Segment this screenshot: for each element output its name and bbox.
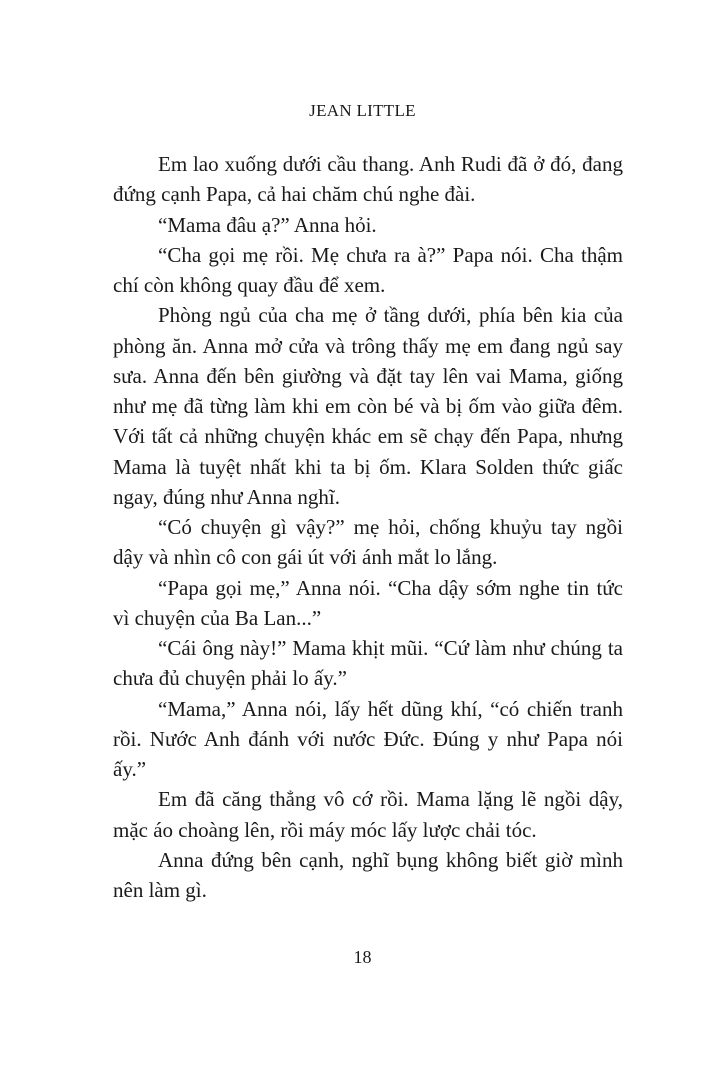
paragraph: “Papa gọi mẹ,” Anna nói. “Cha dậy sớm nghe tin tức vì chuyện của Ba Lan...” xyxy=(113,575,623,630)
paragraph: Phòng ngủ của cha mẹ ở tầng dưới, phía bên kia của phòng ăn. Anna mở cửa và trông thấy mẹ em đang ngủ say sưa. Anna đến bên giường và đặt tay lên vai Mama, giống như mẹ đã từng làm khi em còn bé và bị ốm vào giữa đêm. Với tất cả những chuyện khác em sẽ chạy đến Papa, nhưng Mama là tuyệt nhất khi ta bị ốm. Klara Solden thức giấc ngay, đúng như Anna nghĩ. xyxy=(113,303,623,509)
paragraph: “Có chuyện gì vậy?” mẹ hỏi, chống khuỷu tay ngồi dậy và nhìn cô con gái út với ánh mắt lo lắng. xyxy=(113,515,623,570)
page-number: 18 xyxy=(353,947,372,967)
paragraph: Anna đứng bên cạnh, nghĩ bụng không biết giờ mình nên làm gì. xyxy=(113,847,623,902)
paragraph: “Cha gọi mẹ rồi. Mẹ chưa ra à?” Papa nói. Cha thậm chí còn không quay đầu để xem. xyxy=(113,242,623,297)
running-header: JEAN LITTLE xyxy=(309,101,416,120)
paragraph: Em đã căng thẳng vô cớ rồi. Mama lặng lẽ ngồi dậy, mặc áo choàng lên, rồi máy móc lấy lược chải tóc. xyxy=(113,787,623,842)
paragraph: Em lao xuống dưới cầu thang. Anh Rudi đã ở đó, đang đứng cạnh Papa, cả hai chăm chú nghe đài. xyxy=(113,152,623,207)
paragraph: “Cái ông này!” Mama khịt mũi. “Cứ làm như chúng ta chưa đủ chuyện phải lo ấy.” xyxy=(113,636,623,691)
paragraph: “Mama,” Anna nói, lấy hết dũng khí, “có chiến tranh rồi. Nước Anh đánh với nước Đức. Đúng y như Papa nói ấy.” xyxy=(113,696,623,781)
paragraph: “Mama đâu ạ?” Anna hỏi. xyxy=(158,212,377,237)
body-text xyxy=(113,149,623,905)
